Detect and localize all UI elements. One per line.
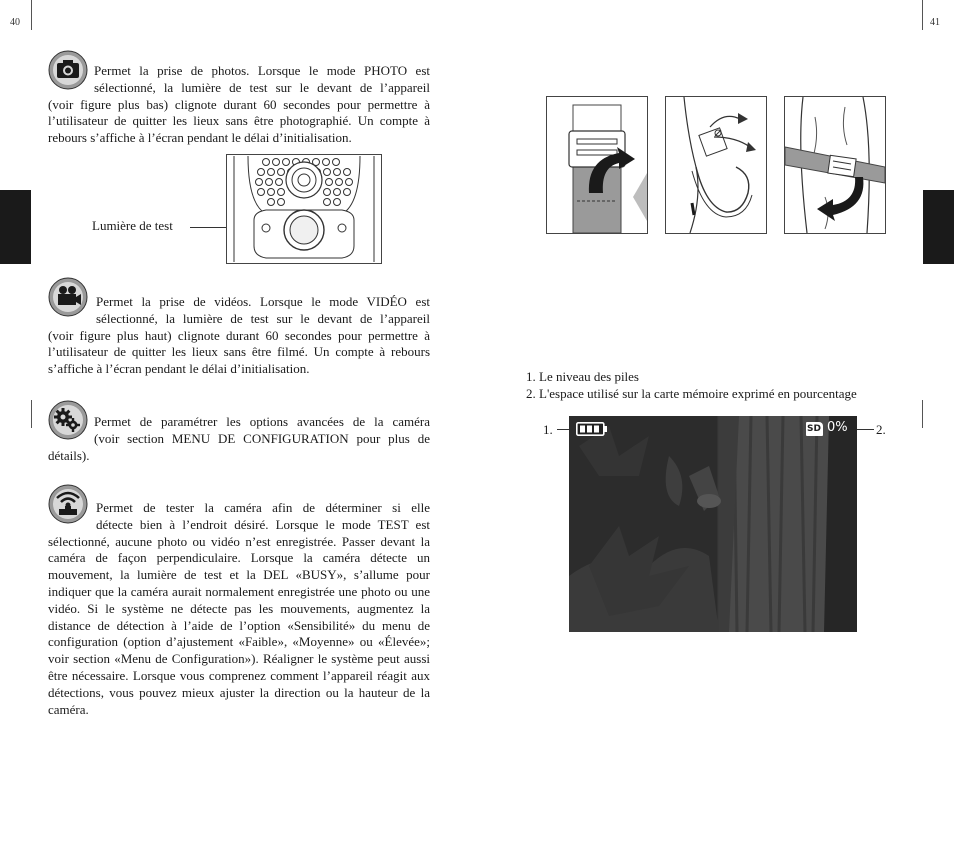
video-first-line: Permet la prise de vidéos. Lorsque le mode VIDÉO est (96, 294, 430, 309)
video-rest: (voir figure plus haut) clignote durant 60 secondes pour permettre à l’utilisateur de quitter les lieux sans être filmé. Un compte à rebours s’affiche à l’écran pendant le délai d’initialisation. (48, 327, 430, 377)
test-mode-description (48, 500, 430, 718)
video-indent-line: sélectionné, la lumière de test sur le devant de l’appareil (96, 310, 430, 326)
setup-rest: détails). (48, 447, 90, 463)
sd-card-icon (806, 422, 823, 436)
setup-first-line: Permet de paramétrer les options avancées de la caméra (94, 414, 430, 429)
photo-first-line: Permet la prise de photos. Lorsque le mode PHOTO est (94, 63, 430, 78)
camera-front-figure (226, 154, 382, 264)
battery-full-icon (576, 422, 608, 436)
sd-label: SD (807, 424, 821, 434)
page-number-left: 40 (10, 17, 20, 28)
list-item-memory: 2. L'espace utilisé sur la carte mémoire exprimé en pourcentage (526, 386, 857, 401)
chapter-tab-left (0, 190, 31, 264)
night-vision-image (569, 416, 857, 632)
test-first-line: Permet de tester la caméra afin de déterminer si elle (96, 500, 430, 515)
crop-mark-left-bottom (31, 400, 32, 428)
test-light-label: Lumière de test (92, 218, 173, 233)
photo-rest: (voir figure plus bas) clignote durant 60 secondes pour permettre à l’utilisateur de quitter les lieux sans être photographié. Un compte à rebours s’affiche à l’écran pendant le délai d’initialisation. (48, 96, 430, 146)
strap-figure-tree (784, 96, 886, 234)
callout-2-line (854, 429, 874, 430)
test-indent-line: détecte bien à l’endroit désiré. Lorsque le mode TEST est (96, 516, 430, 532)
chapter-tab-right (923, 190, 954, 264)
crop-mark-left (31, 0, 32, 30)
video-mode-description (48, 294, 430, 378)
list-item-battery: 1. Le niveau des piles (526, 369, 639, 384)
callout-1-label: 1. (543, 422, 553, 437)
callout-2-label: 2. (876, 422, 886, 437)
photo-mode-description (48, 63, 430, 147)
page-number-right: 41 (930, 17, 940, 28)
photo-indent-line: sélectionné, la lumière de test sur le devant de l’appareil (94, 79, 430, 95)
setup-indent-line: (voir section MENU DE CONFIGURATION pour plus de (94, 430, 430, 446)
crop-mark-right-bottom (922, 400, 923, 428)
crop-mark-right (922, 0, 923, 30)
memory-used-percent: 0% (827, 420, 848, 435)
setup-mode-description (48, 414, 430, 464)
strap-figure-buckle (546, 96, 648, 234)
lcd-screen-preview (569, 416, 857, 632)
test-rest: sélectionné, aucune photo ou vidéo n’est enregistrée. Passer devant la caméra de façon perpendiculaire. Lorsque la caméra détecte un mouvement, la lumière de test et la DEL «BUSY», s’allume pour indiquer que la caméra aurait normalement enregistrée une photo ou une vidéo. Si le système ne détecte pas les mouvements, augmentez la distance de détection à l’aide de l’option «Sensibilité» du menu de configuration (option d’ajustement «Faible», «Moyenne» ou «Élevée»; voir section «Menu de Configuration»). Réaligner le système peut aussi être nécessaire. Lorsque vous comprenez comment l’appareil réagit aux détections, vous pouvez mieux ajuster la direction ou la hauteur de la caméra. (48, 533, 430, 717)
strap-figure-threading (665, 96, 767, 234)
